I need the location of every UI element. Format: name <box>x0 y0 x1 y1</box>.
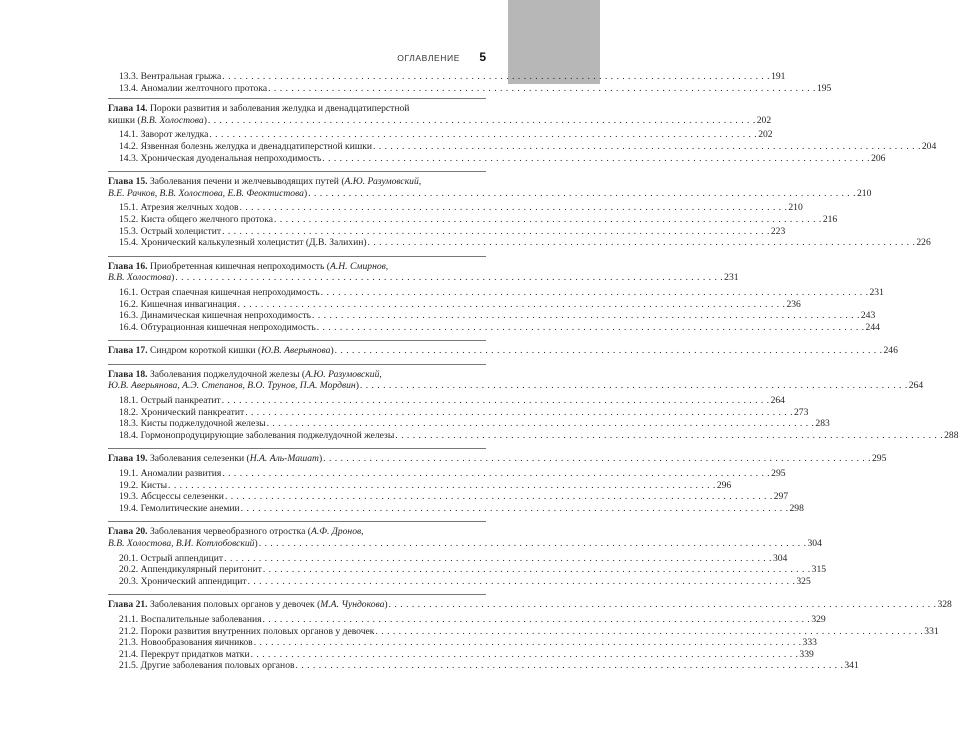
toc-chapter-title <box>108 115 207 127</box>
toc-leader-dots <box>222 395 770 407</box>
toc-chapter-line <box>108 272 739 284</box>
toc-chapter-text: Пороки развития и заболевания желудка и двенадцатиперстной <box>147 103 410 115</box>
toc-chapter-label: Глава 15. <box>108 176 148 188</box>
toc-section-entry <box>108 429 959 442</box>
toc-chapter-page: 246 <box>883 345 898 357</box>
toc-section-entry <box>108 82 832 95</box>
toc-leader-dots <box>263 614 811 626</box>
toc-section-entry <box>108 625 939 638</box>
toc-chapter-line <box>108 453 887 465</box>
toc-chapter-title <box>108 599 388 611</box>
toc-section-title: 21.5. Другие заболевания половых органов <box>119 660 295 672</box>
toc-chapter-title <box>108 380 359 392</box>
toc-chapter-heading <box>108 599 952 611</box>
toc-chapter-authors: Ю.В. Аверьянова <box>261 345 331 357</box>
toc-section-entry <box>108 225 786 238</box>
toc-section-entry <box>108 237 931 249</box>
toc-leader-dots <box>296 660 844 672</box>
toc-leader-dots <box>248 576 796 588</box>
toc-section-page: 206 <box>871 152 886 164</box>
toc-section-title: 14.2. Язвенная болезнь желудка и двенадцатиперстной кишки <box>119 140 373 152</box>
toc-chapter-heading <box>108 453 887 465</box>
toc-chapter-title <box>108 453 322 465</box>
toc-chapter-heading <box>108 260 739 284</box>
toc-chapter-line <box>108 380 924 392</box>
toc-chapter-line <box>108 114 772 127</box>
toc-chapter-page: 264 <box>908 380 924 392</box>
toc-section-page: 195 <box>816 82 832 94</box>
toc-section-entry <box>108 140 937 153</box>
toc-section-entry <box>108 564 827 576</box>
toc-chapter-line <box>108 261 486 273</box>
toc-chapter-text: Заболевания половых органов у девочек ( <box>147 599 321 611</box>
toc-leader-dots <box>254 637 802 649</box>
toc-section-page: 202 <box>758 129 773 141</box>
toc-section-entry <box>108 286 884 299</box>
toc-section-entry <box>108 491 789 503</box>
toc-leader-dots <box>375 626 923 638</box>
toc-section-entry <box>108 152 886 165</box>
toc-section-entry <box>108 502 804 515</box>
toc-section-page: 298 <box>789 502 804 514</box>
toc-section-page: 264 <box>770 395 785 407</box>
toc-chapter-text: ) <box>355 380 359 392</box>
toc-leader-dots <box>209 129 757 141</box>
toc-section-title: 19.2. Кисты <box>119 479 168 491</box>
toc-section-page: 243 <box>860 310 876 322</box>
toc-section-page: 223 <box>770 225 786 237</box>
toc-section-entry <box>108 552 788 565</box>
toc-section-title: 18.2. Хронический панкреатит <box>119 406 245 418</box>
toc-chapter-entry <box>108 594 952 672</box>
toc-chapter-text: Заболевания червеобразного отростка ( <box>147 526 311 538</box>
toc-section-entry <box>108 395 785 407</box>
toc-chapter-line <box>108 187 872 200</box>
toc-chapter-page: 304 <box>807 538 822 549</box>
toc-chapter-title <box>108 526 364 537</box>
toc-section-page: 325 <box>796 575 811 587</box>
toc-section-page: 331 <box>924 625 939 637</box>
toc-leader-dots <box>317 322 865 334</box>
toc-section-entry <box>108 660 859 672</box>
toc-section-title: 13.3. Вентральная грыжа <box>119 71 222 82</box>
toc-chapter-label: Глава 18. <box>108 368 148 380</box>
toc-section-entry <box>108 406 809 419</box>
toc-section-page: 315 <box>811 564 827 576</box>
toc-section-title: 19.1. Аномалии развития <box>119 468 222 480</box>
toc-section-entry <box>108 479 732 492</box>
toc-chapter-text: ) <box>171 272 175 284</box>
toc-leader-dots <box>241 503 789 515</box>
toc-chapter-title <box>108 176 421 187</box>
toc-section-page: 297 <box>773 491 789 503</box>
toc-section-page: 341 <box>844 660 859 672</box>
toc-chapter-authors: В.В. Холостова, В.И. Котлобовский <box>108 538 255 549</box>
toc-chapter-entry <box>108 256 884 334</box>
toc-section-entry <box>108 298 801 311</box>
page-number: 5 <box>479 50 486 64</box>
toc-leader-dots <box>175 272 723 284</box>
toc-chapter-line <box>108 345 898 357</box>
toc-chapter-entry <box>108 340 898 357</box>
toc-chapter-line <box>108 526 486 538</box>
toc-section-page: 273 <box>794 406 809 418</box>
toc-section-title: 21.1. Воспалительные заболевания <box>119 613 262 625</box>
toc-section-title: 15.3. Острый холецистит <box>119 225 222 237</box>
toc-chapter-entry <box>108 448 887 514</box>
toc-chapter-text: Приобретенная кишечная непроходимость ( <box>147 260 330 272</box>
toc-chapter-heading <box>108 345 898 357</box>
toc-chapter-text: Заболевания поджелудочной железы ( <box>147 368 306 380</box>
toc-chapter-page: 202 <box>756 114 772 126</box>
toc-chapter-authors: Н.А. Аль-Машат <box>249 453 319 465</box>
toc-section-entry <box>108 202 803 214</box>
toc-section-entry <box>108 71 786 83</box>
toc-chapter-authors: А.Ф. Дронов, <box>310 526 364 538</box>
toc-leader-dots <box>323 453 871 465</box>
toc-chapter-text: Заболевания печени и желчевыводящих путей ( <box>147 176 345 188</box>
toc-section-page: 283 <box>815 418 830 430</box>
toc-section-entry <box>108 648 814 661</box>
toc-leader-dots <box>245 407 793 419</box>
toc-leader-dots <box>168 480 716 492</box>
toc-section-entry <box>108 575 811 588</box>
toc-chapter-authors: В.Е. Рачков, В.В. Холостова, Е.В. Феоктистова <box>108 187 304 199</box>
toc-leader-dots <box>389 599 937 611</box>
toc-chapter-authors: А.Ю. Разумовский, <box>344 176 422 188</box>
toc-chapter-line <box>108 103 486 115</box>
toc-section-page: 226 <box>916 237 931 249</box>
toc-chapter-page: 231 <box>724 272 739 284</box>
toc-leader-dots <box>368 237 916 249</box>
running-header <box>108 51 486 65</box>
toc-section-page: 216 <box>822 213 838 225</box>
toc-chapter-authors: В.В. Холостова <box>140 114 204 126</box>
toc-section-title: 16.4. Обтурационная кишечная непроходимость <box>119 321 316 333</box>
toc-section-page: 244 <box>865 321 880 333</box>
toc-section-entry <box>108 637 817 649</box>
toc-section-title: 14.1. Заворот желудка <box>119 129 209 141</box>
toc-section-title: 19.3. Абсцессы селезенки <box>119 491 224 503</box>
toc-leader-dots <box>312 310 860 322</box>
toc-leader-dots <box>224 553 772 565</box>
toc-section-entry <box>108 213 838 226</box>
toc-chapter-authors: В.В. Холостова <box>108 272 172 284</box>
toc-chapter-text: ) <box>254 538 258 549</box>
toc-chapter-title <box>108 345 334 357</box>
toc-section-title: 21.3. Новообразования яичников <box>119 637 253 649</box>
toc-leader-dots <box>259 538 807 550</box>
toc-chapter-page: 295 <box>871 453 887 465</box>
toc-chapter-line <box>108 538 822 550</box>
toc-section-entry <box>108 310 876 322</box>
toc-section-entry <box>108 418 830 430</box>
toc-section-entry <box>108 129 773 141</box>
toc-leader-dots <box>308 188 856 200</box>
toc-section-page: 295 <box>771 468 786 480</box>
toc-leader-dots <box>263 564 811 576</box>
toc-chapter-entry <box>108 521 827 587</box>
toc-chapter-text: ) <box>384 599 388 611</box>
toc-leader-dots <box>222 71 770 83</box>
toc-chapter-heading <box>108 526 822 549</box>
toc-leader-dots <box>322 153 870 165</box>
toc-chapter-authors: А.Ю. Разумовский, <box>305 368 382 380</box>
toc-chapter-heading <box>108 368 924 392</box>
toc-section-page: 339 <box>799 648 814 660</box>
toc-section-entry <box>108 468 786 480</box>
toc-leader-dots <box>208 115 756 127</box>
toc-section-entry <box>108 321 880 334</box>
toc-leader-dots <box>240 202 788 214</box>
toc-chapter-entry <box>108 98 937 164</box>
toc-chapter-entry <box>108 364 959 442</box>
toc-chapter-label: Глава 17. <box>108 345 148 357</box>
toc-leader-dots <box>360 380 908 392</box>
toc-chapter-heading <box>108 176 872 199</box>
toc-section-page: 204 <box>921 140 937 152</box>
toc-chapter-text: кишки ( <box>108 114 141 126</box>
toc-section-entry <box>108 613 826 626</box>
toc-chapter-line <box>108 176 486 188</box>
toc-leader-dots <box>222 226 770 238</box>
toc-chapter-line <box>108 599 952 611</box>
toc-chapter-text: ) <box>303 187 308 199</box>
toc-chapter-text: ) <box>330 345 334 357</box>
toc-chapter-text: ) <box>318 453 323 465</box>
toc-leader-dots <box>395 430 943 442</box>
toc-section-page: 288 <box>944 429 959 441</box>
toc-section-title: 15.4. Хронический калькулезный холецистит (Д.В. Залихин) <box>119 237 367 249</box>
toc-chapter-title <box>108 188 307 200</box>
toc-chapter-text: ) <box>203 114 207 126</box>
toc-section-title: 21.2. Пороки развития внутренних половых органов у девочек <box>119 625 375 637</box>
toc-section-page: 296 <box>716 479 732 491</box>
toc-chapter-title <box>108 103 409 114</box>
toc-leader-dots <box>267 418 815 430</box>
toc-chapter-text: Заболевания селезенки ( <box>147 453 250 465</box>
toc-section-title: 13.4. Аномалии желточного протока <box>119 82 268 94</box>
toc-leader-dots <box>251 649 799 661</box>
toc-chapter-line <box>108 369 486 381</box>
toc-section-page: 191 <box>771 71 786 82</box>
toc-leader-dots <box>268 83 816 95</box>
toc-section-page: 333 <box>802 637 817 649</box>
toc-section-title: 21.4. Перекрут придатков матки <box>119 648 250 660</box>
toc-chapter-authors: М.А. Чундокова <box>320 599 385 611</box>
toc-chapter-label: Глава 19. <box>108 453 148 465</box>
toc-section-title: 20.3. Хронический аппендицит <box>119 575 247 587</box>
toc-section-title: 14.3. Хроническая дуоденальная непроходимость <box>119 152 322 164</box>
toc-chapter-label: Глава 21. <box>108 599 148 611</box>
toc-section-page: 329 <box>811 613 826 625</box>
toc-section-title: 16.3. Динамическая кишечная непроходимость <box>119 310 312 322</box>
toc-leader-dots <box>274 214 822 226</box>
toc-leader-dots <box>225 491 773 503</box>
toc-section-title: 20.1. Острый аппендицит <box>119 552 224 564</box>
toc-section-title: 19.4. Гемолитические анемии <box>119 502 240 514</box>
toc-leader-dots <box>335 345 883 357</box>
toc-section-page: 210 <box>788 202 803 214</box>
toc-section-title: 16.1. Острая спаечная кишечная непроходимость <box>119 286 320 298</box>
toc-chapter-title <box>108 538 258 550</box>
toc-chapter-page: 210 <box>857 187 872 199</box>
toc-chapter-text: Синдром короткой кишки ( <box>147 345 262 357</box>
toc-leader-dots <box>373 141 921 153</box>
toc-section-page: 231 <box>869 286 884 298</box>
toc-section-title: 15.2. Киста общего желчного протока <box>119 213 273 225</box>
toc-chapter-title <box>108 369 382 380</box>
toc-leader-dots <box>321 287 869 299</box>
table-of-contents <box>108 71 959 672</box>
toc-chapter-title <box>108 261 388 272</box>
running-header-title: ОГЛАВЛЕНИЕ <box>397 53 460 63</box>
toc-section-title: 18.1. Острый панкреатит <box>119 395 221 407</box>
toc-leader-dots <box>238 299 786 311</box>
toc-section-title: 15.1. Атрезия желчных ходов <box>119 202 239 214</box>
toc-chapter-label: Глава 14. <box>108 103 148 115</box>
toc-leader-dots <box>222 468 770 480</box>
toc-section-title: 20.2. Аппендикулярный перитонит <box>119 564 262 576</box>
toc-chapter-authors: Ю.В. Аверьянова, А.Э. Степанов, В.О. Трунов, П.А. Мордвин <box>108 380 356 392</box>
toc-section-title: 16.2. Кишечная инвагинация <box>119 298 237 310</box>
toc-section-page: 236 <box>786 298 801 310</box>
toc-chapter-authors: А.Н. Смирнов, <box>329 260 389 272</box>
toc-chapter-label: Глава 16. <box>108 260 148 272</box>
toc-chapter-page: 328 <box>937 599 952 611</box>
toc-chapter-heading <box>108 103 772 126</box>
toc-section-page: 304 <box>772 552 788 564</box>
toc-chapter-label: Глава 20. <box>108 526 148 538</box>
toc-chapter-title <box>108 272 174 284</box>
toc-section-title: 18.4. Гормонопродуцирующие заболевания поджелудочной железы <box>119 429 395 441</box>
toc-section-title: 18.3. Кисты поджелудочной железы <box>119 418 266 430</box>
toc-chapter-entry <box>108 171 931 249</box>
